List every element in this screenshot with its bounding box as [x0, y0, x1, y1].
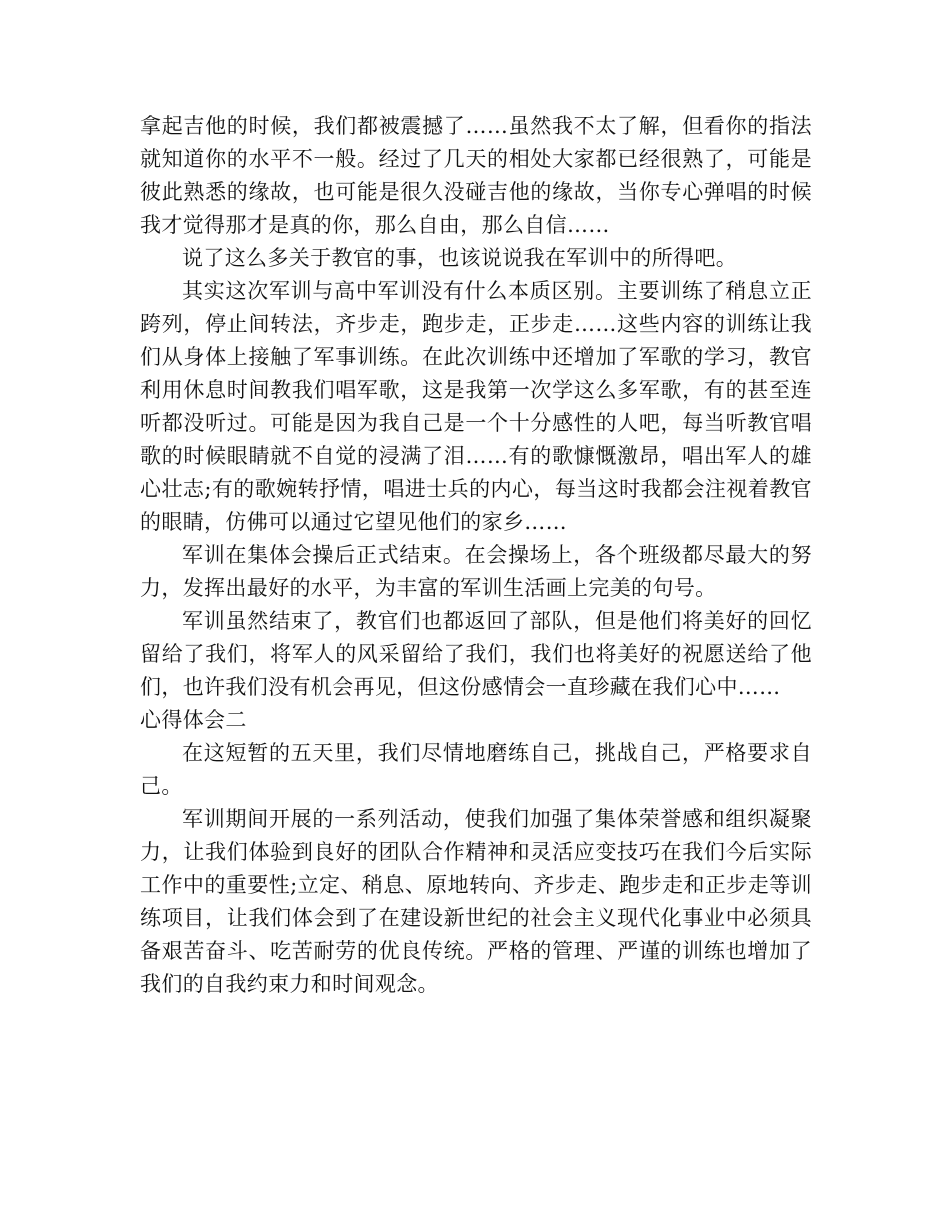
paragraph-training-content: 其实这次军训与高中军训没有什么本质区别。主要训练了稍息立正跨列，停止间转法，齐步走，跑步走，正步走……这些内容的训练让我们从身体上接触了军事训练。在此次训练中还增加了军歌的学习，教官利用休息时间教我们唱军歌，这是我第一次学这么多军歌，有的甚至连听都没听过。可能是因为我自己是一个十分感性的人吧，每当听教官唱歌的时候眼睛就不自觉的浸满了泪……有的歌慷慨激昂，唱出军人的雄心壮志;有的歌婉转抒情，唱进士兵的内心，每当这时我都会注视着教官的眼睛，仿佛可以通过它望见他们的家乡……	[140, 279, 812, 534]
paragraph-activities: 军训期间开展的一系列活动，使我们加强了集体荣誉感和组织凝聚力，让我们体验到良好的团队合作精神和灵活应变技巧在我们今后实际工作中的重要性;立定、稍息、原地转向、齐步走、跑步走和正步走等训练项目，让我们体会到了在建设新世纪的社会主义现代化事业中必须具备艰苦奋斗、吃苦耐劳的优良传统。严格的管理、严谨的训练也增加了我们的自我约束力和时间观念。	[140, 807, 812, 996]
paragraph-continued: 拿起吉他的时候，我们都被震撼了……虽然我不太了解，但看你的指法就知道你的水平不一般。经过了几天的相处大家都已经很熟了，可能是彼此熟悉的缘故，也可能是很久没碰吉他的缘故，当你专心弹唱的时候我才觉得那才是真的你，那么自由，那么自信……	[140, 114, 812, 237]
document-page	[140, 110, 812, 1001]
paragraph-instructor-summary: 说了这么多关于教官的事，也该说说我在军训中的所得吧。	[182, 246, 738, 270]
paragraph-training-end: 军训在集体会操后正式结束。在会操场上，各个班级都尽最大的努力，发挥出最好的水平，为丰富的军训生活画上完美的句号。	[140, 543, 812, 600]
paragraph-farewell: 军训虽然结束了，教官们也都返回了部队，但是他们将美好的回忆留给了我们，将军人的风采留给了我们，我们也将美好的祝愿送给了他们，也许我们没有机会再见，但这份感情会一直珍藏在我们心中……	[140, 609, 812, 699]
paragraph-five-days: 在这短暂的五天里，我们尽情地磨练自己，挑战自己，严格要求自己。	[140, 741, 812, 798]
section-heading: 心得体会二	[140, 708, 247, 732]
